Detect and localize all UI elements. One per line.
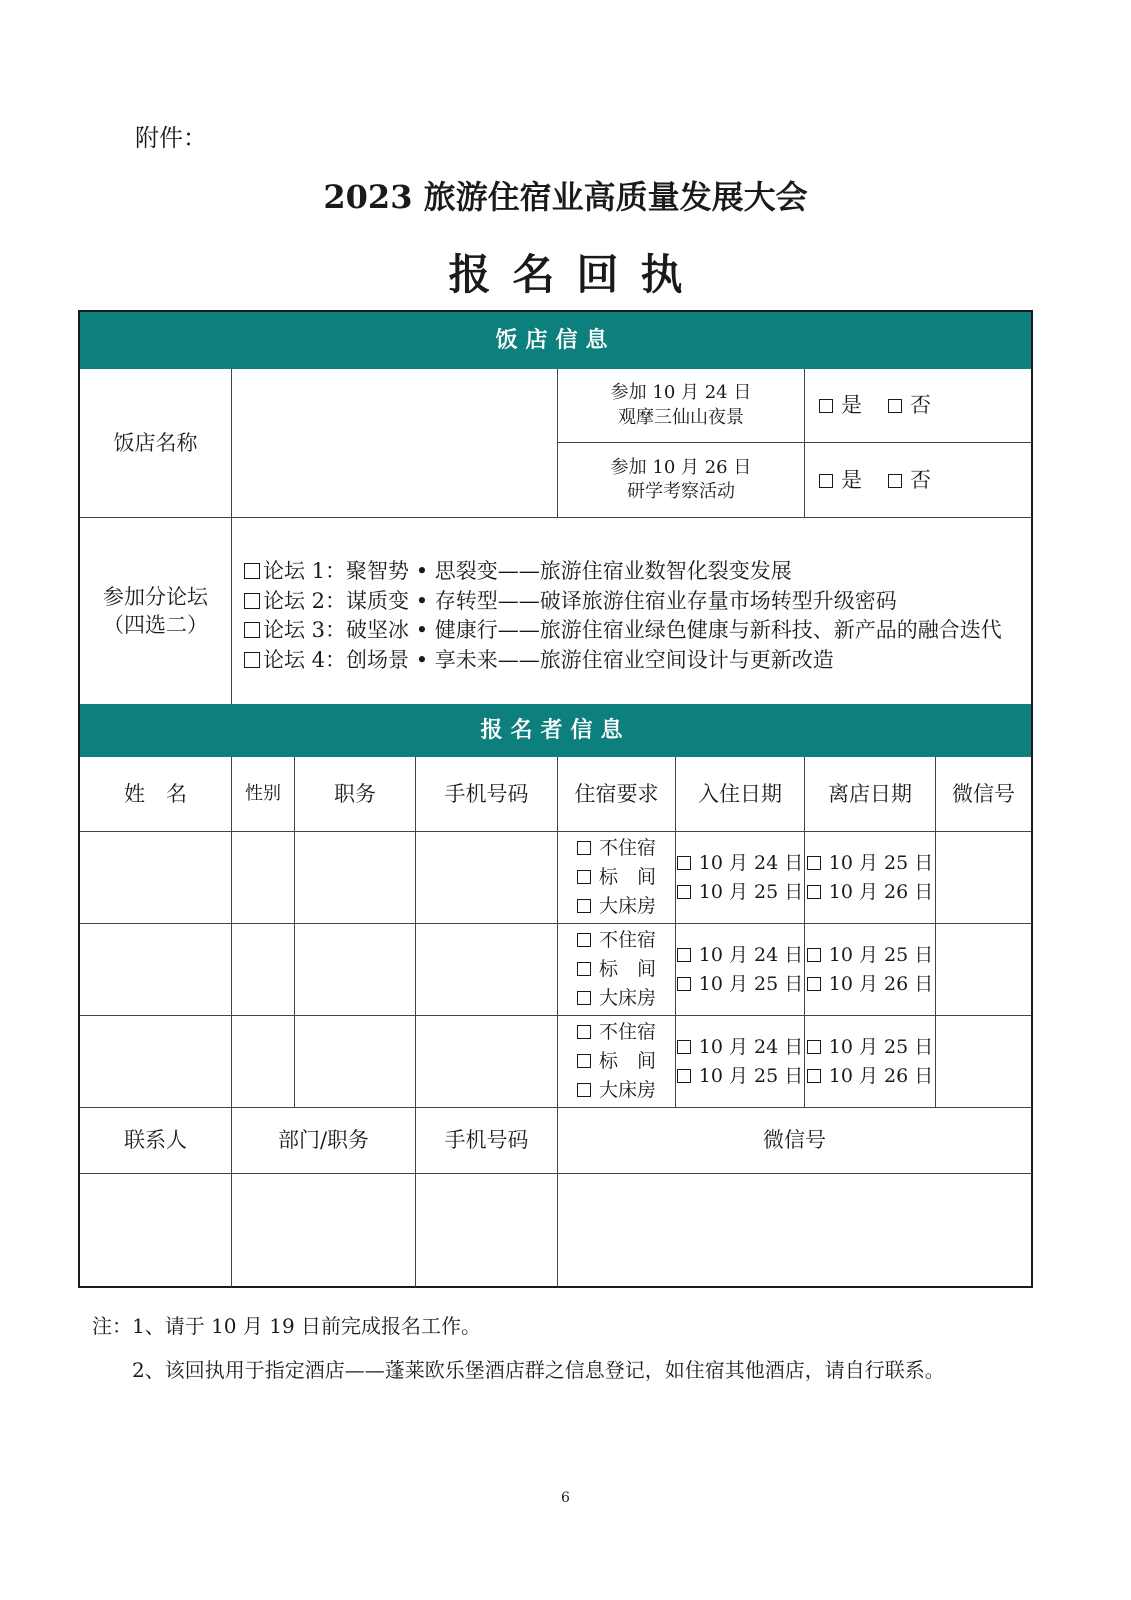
checkbox-icon[interactable] [677,1040,691,1054]
contact-header-person: 联系人 [124,1128,187,1153]
checkbox-icon[interactable] [677,1069,691,1083]
header-name: 姓 名 [124,781,187,806]
checkbox-icon[interactable] [807,1040,821,1054]
lodging-option-none[interactable]: 不住宿 [577,834,656,863]
event-night-view-no[interactable]: 否 [888,391,931,419]
header-gender: 性别 [245,782,281,804]
lodging-option-king[interactable]: 大床房 [577,1076,656,1105]
document-title: 2023 旅游住宿业高质量发展大会 [323,178,808,216]
note-2: 2、该回执用于指定酒店——蓬莱欧乐堡酒店群之信息登记，如住宿其他酒店，请自行联系。 [132,1358,945,1382]
forum-options [244,557,1002,675]
forum-label [80,518,231,704]
checkout-option-25[interactable]: 10 月 25 日 [807,849,933,878]
checkbox-icon[interactable] [677,977,691,991]
notes [92,1304,945,1392]
event-night-view-choice [805,369,1031,442]
checkbox-icon[interactable] [807,1069,821,1083]
checkbox-icon[interactable] [577,962,591,976]
checkin-option-24[interactable]: 10 月 24 日 [677,849,803,878]
checkbox-icon[interactable] [677,885,691,899]
checkout-option-26[interactable]: 10 月 26 日 [807,878,933,907]
checkout-options-row-3 [805,1016,935,1107]
checkin-option-25[interactable]: 10 月 25 日 [677,1062,803,1091]
checkbox-icon[interactable] [807,948,821,962]
forum-option-1[interactable]: 论坛 1：聚智势 • 思裂变——旅游住宿业数智化裂变发展 [244,557,1002,587]
hotel-name-label: 饭店名称 [113,430,198,455]
checkout-option-25[interactable]: 10 月 25 日 [807,941,933,970]
contact-header-department: 部门/职务 [277,1128,370,1153]
lodging-option-standard[interactable]: 标 间 [577,955,656,984]
event-study-tour-choice [805,443,1031,517]
checkout-option-25[interactable]: 10 月 25 日 [807,1033,933,1062]
note-1: 注：1、请于 10 月 19 日前完成报名工作。 [92,1314,482,1338]
checkbox-icon[interactable] [244,622,260,638]
event-study-tour-label [558,443,804,517]
checkbox-icon[interactable] [244,563,260,579]
header-wechat: 微信号 [952,781,1015,806]
lodging-option-standard[interactable]: 标 间 [577,1047,656,1076]
checkin-option-24[interactable]: 10 月 24 日 [677,1033,803,1062]
header-lodging: 住宿要求 [574,781,659,806]
forum-label-note: （四选二） [103,613,208,637]
event-study-tour-yes[interactable]: 是 [819,466,862,494]
forum-option-4[interactable]: 论坛 4：创场景 • 享未来——旅游住宿业空间设计与更新改造 [244,646,1002,676]
event-study-tour-name: 研学考察活动 [627,481,735,502]
checkbox-icon[interactable] [807,977,821,991]
forum-option-2[interactable]: 论坛 2：谋质变 • 存转型——破译旅游住宿业存量市场转型升级密码 [244,587,1002,617]
checkin-options-row-1 [676,832,804,923]
checkbox-icon[interactable] [807,885,821,899]
checkbox-icon[interactable] [677,856,691,870]
event-night-view-label [558,369,804,442]
checkout-option-26[interactable]: 10 月 26 日 [807,970,933,999]
checkin-option-24[interactable]: 10 月 24 日 [677,941,803,970]
checkbox-icon[interactable] [677,948,691,962]
hotel-name-field[interactable] [232,369,557,517]
forum-label-main: 参加分论坛 [103,584,208,609]
page-number: 6 [561,1490,570,1506]
checkbox-icon[interactable] [819,474,833,488]
checkbox-icon[interactable] [577,870,591,884]
checkbox-icon[interactable] [577,1054,591,1068]
checkin-options-row-3 [676,1016,804,1107]
lodging-options-row-2 [558,924,675,1015]
checkbox-icon[interactable] [244,593,260,609]
event-night-view-yes[interactable]: 是 [819,391,862,419]
contact-header-wechat: 微信号 [763,1128,826,1153]
hotel-info-band: 饭店信息 [80,312,1031,369]
checkbox-icon[interactable] [577,899,591,913]
checkbox-icon[interactable] [819,399,833,413]
checkout-options-row-1 [805,832,935,923]
checkbox-icon[interactable] [577,1025,591,1039]
header-phone: 手机号码 [444,781,529,806]
event-night-view-date: 参加 10 月 24 日 [610,382,752,404]
checkbox-icon[interactable] [577,1083,591,1097]
contact-header-phone: 手机号码 [444,1128,529,1153]
lodging-options-row-1 [558,832,675,923]
checkout-option-26[interactable]: 10 月 26 日 [807,1062,933,1091]
checkin-option-25[interactable]: 10 月 25 日 [677,878,803,907]
checkbox-icon[interactable] [577,841,591,855]
checkbox-icon[interactable] [577,991,591,1005]
event-study-tour-date: 参加 10 月 26 日 [610,456,752,478]
lodging-option-standard[interactable]: 标 间 [577,863,656,892]
registrant-info-band: 报名者信息 [80,704,1031,757]
checkin-options-row-2 [676,924,804,1015]
document-subtitle: 报名回执 [448,250,705,299]
header-checkout: 离店日期 [828,781,912,806]
attachment-label: 附件： [135,124,207,152]
checkbox-icon[interactable] [888,399,902,413]
lodging-option-king[interactable]: 大床房 [577,892,656,921]
checkbox-icon[interactable] [807,856,821,870]
checkbox-icon[interactable] [888,474,902,488]
header-checkin: 入住日期 [698,781,782,806]
event-night-view-name: 观摩三仙山夜景 [618,406,744,428]
checkbox-icon[interactable] [577,933,591,947]
checkbox-icon[interactable] [244,652,260,668]
lodging-option-king[interactable]: 大床房 [577,984,656,1013]
checkin-option-25[interactable]: 10 月 25 日 [677,970,803,999]
lodging-option-none[interactable]: 不住宿 [577,1018,656,1047]
registration-form [78,310,1033,1288]
lodging-option-none[interactable]: 不住宿 [577,926,656,955]
forum-option-3[interactable]: 论坛 3：破坚冰 • 健康行——旅游住宿业绿色健康与新科技、新产品的融合迭代 [244,616,1002,646]
lodging-options-row-3 [558,1016,675,1107]
event-study-tour-no[interactable]: 否 [888,466,931,494]
checkout-options-row-2 [805,924,935,1015]
header-position: 职务 [334,781,376,806]
